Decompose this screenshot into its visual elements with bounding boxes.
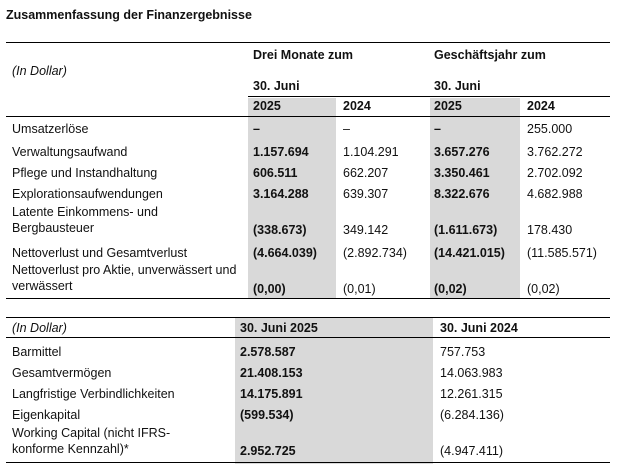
table2-unit-label: (In Dollar)	[12, 321, 67, 335]
cell: 639.307	[343, 187, 389, 201]
header-year-fy2024: 2024	[527, 99, 555, 113]
row-label-langfristige-verbindlichkeiten: Langfristige Verbindlichkeiten	[12, 387, 175, 401]
cell: (4.664.039)	[253, 246, 317, 260]
table1-header-rule	[6, 116, 610, 117]
row-label-working-capital: Working Capital (nicht IFRS-konforme Kennzahl)*	[12, 426, 171, 456]
cell: –	[434, 122, 441, 136]
cell: 2.578.587	[240, 345, 296, 359]
cell: 255.000	[527, 122, 573, 136]
header-date-2025: 30. Juni 2025	[240, 321, 318, 335]
header-three-months: Drei Monate zum	[253, 48, 354, 62]
cell: –	[343, 122, 350, 136]
cell: 12.261.315	[440, 387, 503, 401]
header-date-2024: 30. Juni 2024	[440, 321, 518, 335]
cell: 14.175.891	[240, 387, 303, 401]
row-label-exploration: Explorationsaufwendungen	[12, 187, 163, 201]
table1-date-rule	[248, 96, 610, 97]
cell: (0,01)	[343, 282, 376, 296]
cell: 757.753	[440, 345, 486, 359]
header-fiscal-year: Geschäftsjahr zum	[434, 48, 546, 62]
cell: 349.142	[343, 223, 389, 237]
table2-header-rule	[6, 337, 610, 338]
cell: 1.157.694	[253, 145, 309, 159]
cell: 3.164.288	[253, 187, 309, 201]
cell: 3.657.276	[434, 145, 490, 159]
header-date-fiscal-year: 30. Juni	[434, 79, 481, 93]
cell: 662.207	[343, 166, 389, 180]
cell: 606.511	[253, 166, 298, 180]
table1-unit-label: (In Dollar)	[12, 64, 67, 78]
cell: (6.284.136)	[440, 408, 504, 422]
cell: 2.702.092	[527, 166, 583, 180]
header-year-q2024: 2024	[343, 99, 371, 113]
row-label-gesamtvermoegen: Gesamtvermögen	[12, 366, 112, 380]
cell: (14.421.015)	[434, 246, 505, 260]
cell: (4.947.411)	[440, 444, 504, 458]
cell: (11.585.571)	[527, 246, 597, 260]
header-year-q2025: 2025	[253, 99, 281, 113]
cell: 1.104.291	[343, 145, 399, 159]
cell: 21.408.153	[240, 366, 303, 380]
row-label-verwaltungsaufwand: Verwaltungsaufwand	[12, 145, 128, 159]
cell: (0,02)	[527, 282, 560, 296]
table1-bottom-rule	[6, 298, 610, 299]
row-label-barmittel: Barmittel	[12, 345, 62, 359]
cell: 2.952.725	[240, 444, 296, 458]
cell: 178.430	[527, 223, 573, 237]
cell: (338.673)	[253, 223, 307, 237]
cell: (2.892.734)	[343, 246, 407, 260]
header-year-fy2025: 2025	[434, 99, 462, 113]
row-label-eigenkapital: Eigenkapital	[12, 408, 81, 422]
cell: 4.682.988	[527, 187, 583, 201]
cell: (599.534)	[240, 408, 294, 422]
cell: –	[253, 122, 260, 136]
row-label-umsatzerloese: Umsatzerlöse	[12, 122, 89, 136]
table2-bottom-rule	[6, 462, 610, 463]
header-date-three-months: 30. Juni	[253, 79, 300, 93]
cell: (1.611.673)	[434, 223, 498, 237]
row-label-nettoverlust: Nettoverlust und Gesamtverlust	[12, 246, 188, 260]
page-title: Zusammenfassung der Finanzergebnisse	[6, 8, 252, 22]
cell: (0,02)	[434, 282, 467, 296]
row-label-pflege: Pflege und Instandhaltung	[12, 166, 158, 180]
cell: 14.063.983	[440, 366, 503, 380]
cell: (0,00)	[253, 282, 286, 296]
row-label-nettoverlust-pro-aktie: Nettoverlust pro Aktie, unverwässert und verwässert	[12, 263, 237, 293]
row-label-latente-steuer: Latente Einkommens- und Bergbausteuer	[12, 205, 158, 235]
cell: 3.350.461	[434, 166, 490, 180]
cell: 3.762.272	[527, 145, 583, 159]
cell: 8.322.676	[434, 187, 490, 201]
table1-top-rule	[6, 42, 610, 43]
table2-top-rule	[6, 317, 610, 318]
